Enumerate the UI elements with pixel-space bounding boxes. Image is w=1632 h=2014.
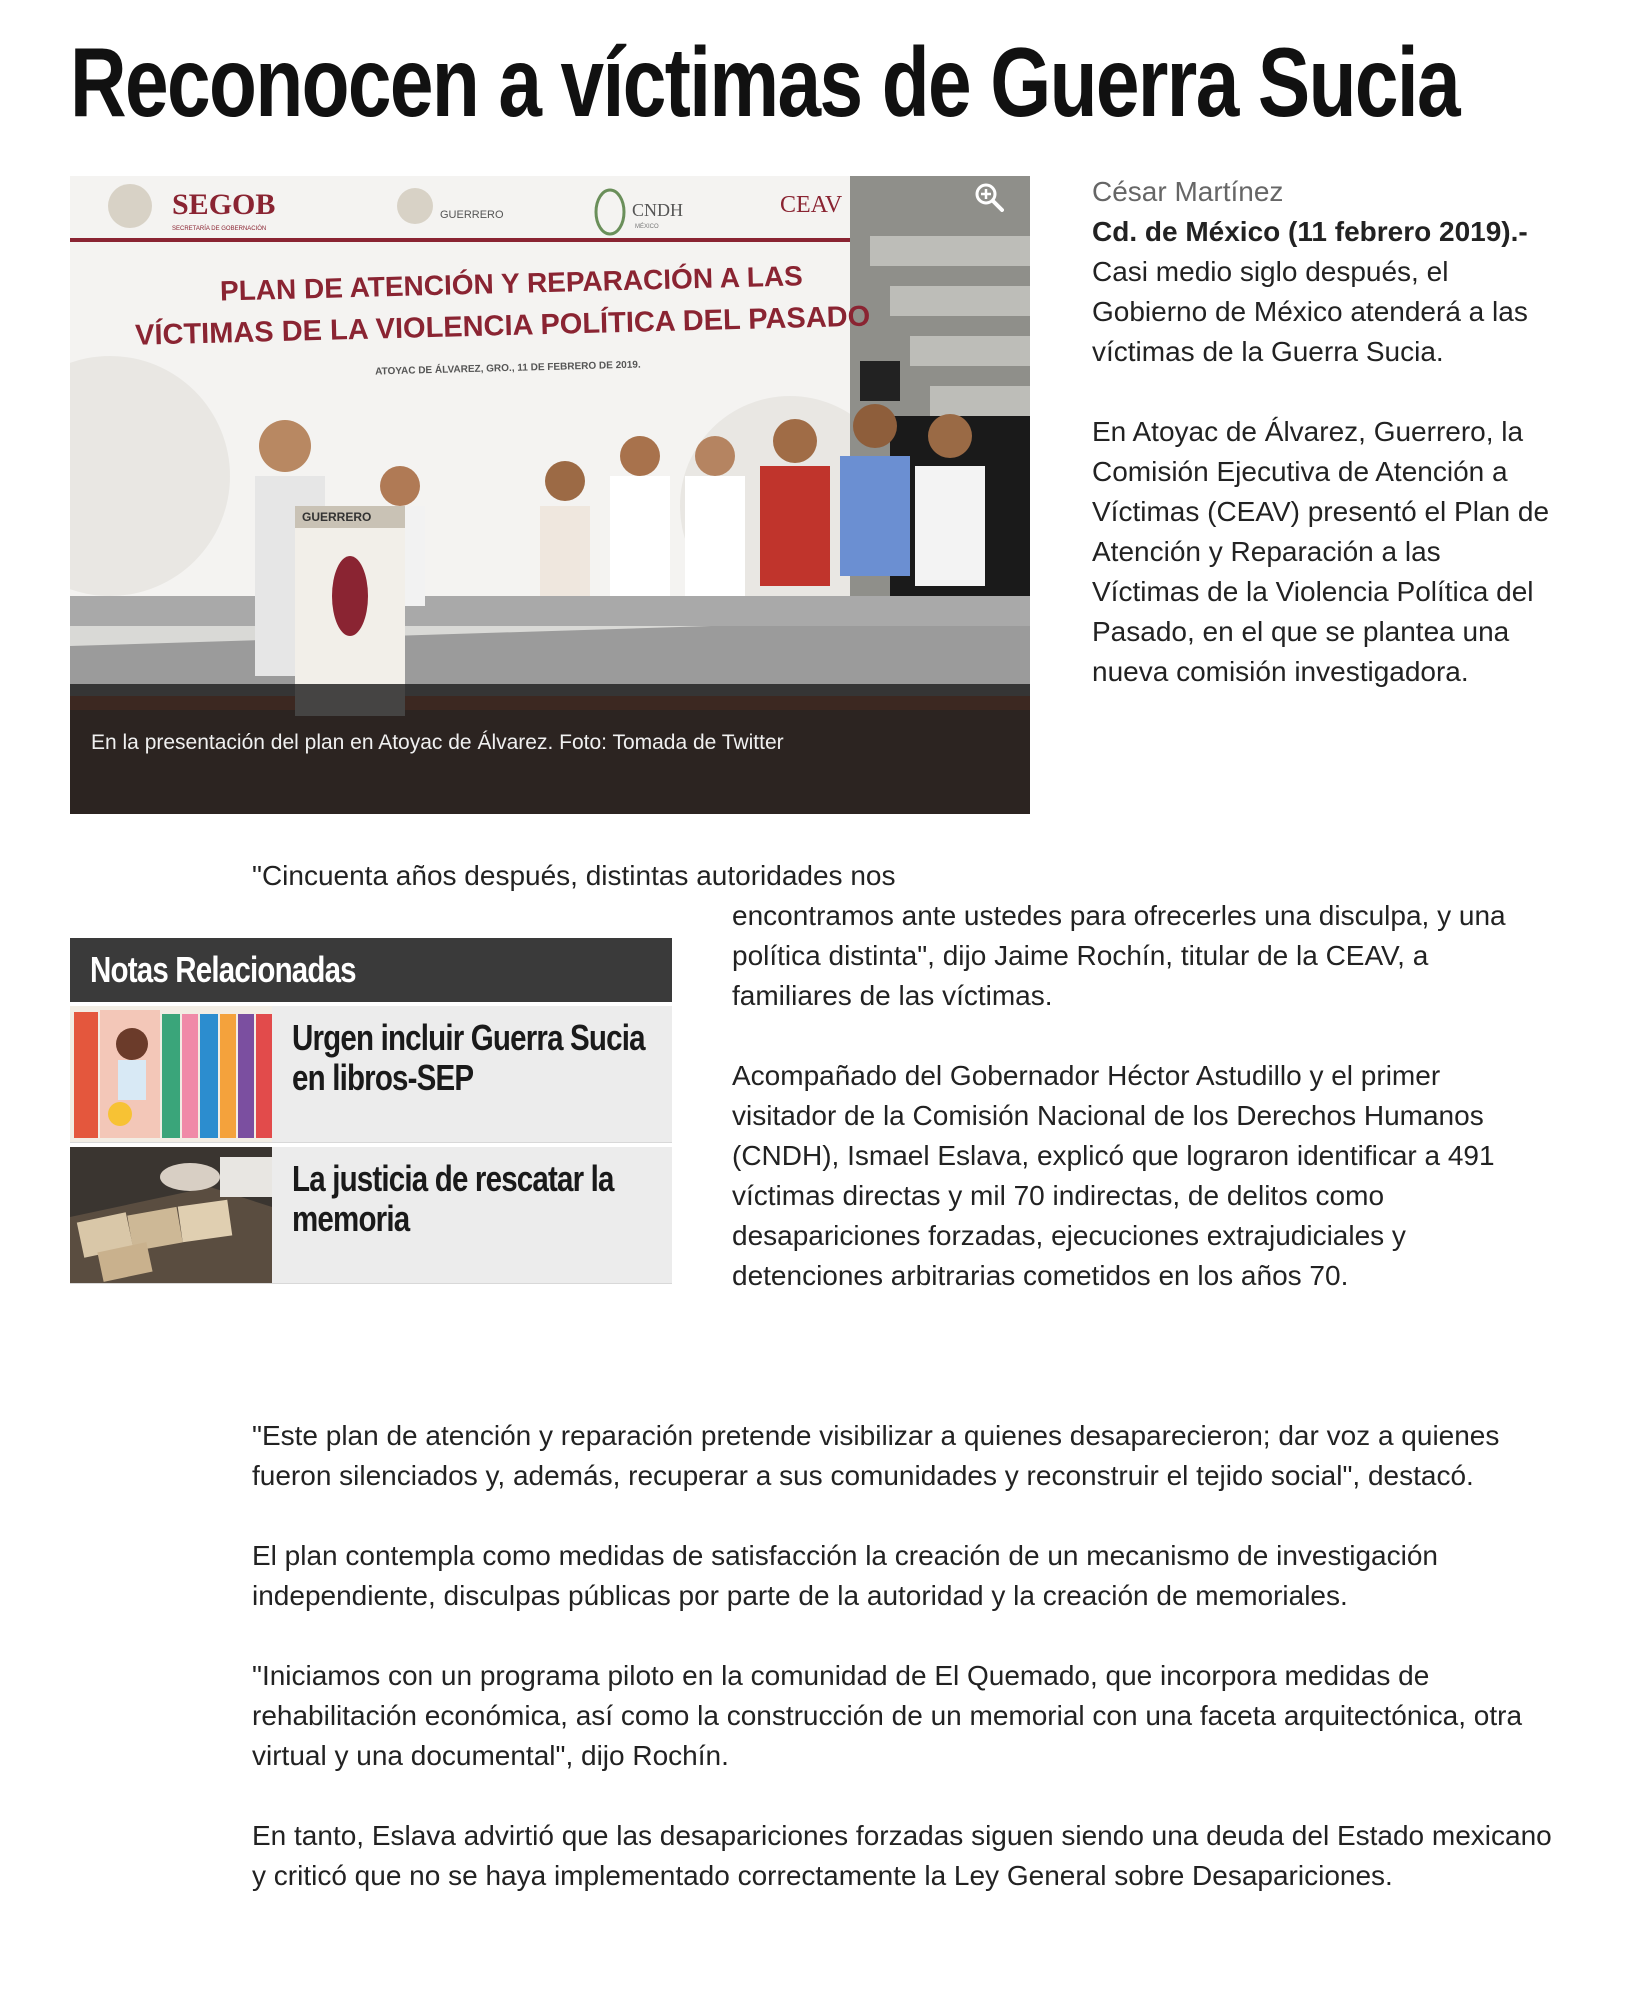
banner-line-2: VÍCTIMAS DE LA VIOLENCIA POLÍTICA DEL PASADO [134, 300, 871, 352]
related-notes-box [70, 938, 672, 1284]
segob-logo-text: SEGOB [172, 188, 276, 221]
dateline: Cd. de México (11 febrero 2019).- [1092, 216, 1528, 247]
podium-label: GUERRERO [302, 510, 372, 524]
mid-column [732, 896, 1552, 1296]
article-photo[interactable] [70, 176, 1030, 814]
ceav-logo-text: CEAV [780, 192, 843, 218]
paragraph-3: encontramos ante ustedes para ofrecerles una disculpa, y una política distinta", dijo Jaime Rochín, titular de la CEAV, a familiares de las víctimas. [732, 900, 1506, 1011]
paragraph-2: En Atoyac de Álvarez, Guerrero, la Comisión Ejecutiva de Atención a Víctimas (CEAV) presentó el Plan de Atención y Reparación a las Víctimas de la Violencia Política del Pasado, en el que se plantea una nueva comisión investigadora. [1092, 416, 1550, 687]
lead-text: Casi medio siglo después, el Gobierno de México atenderá a las víctimas de la Guerra Sucia. [1092, 256, 1528, 367]
related-thumbnail-books [70, 1006, 272, 1142]
zoom-in-icon[interactable] [974, 182, 1020, 228]
related-notes-header: Notas Relacionadas [70, 938, 672, 1002]
paragraph-4: Acompañado del Gobernador Héctor Astudillo y el primer visitador de la Comisión Nacional de los Derechos Humanos (CNDH), Ismael Eslava, explicó que lograron identificar a 491 víctimas directas y mil 70 indirectas, de delitos como desapariciones forzadas, ejecuciones extrajudiciales y detenciones arbitrarias cometidos en los años 70. [732, 1060, 1495, 1291]
cndh-logo-subtitle: MÉXICO [635, 224, 659, 230]
related-item-title[interactable]: Urgen incluir Guerra Sucia en libros-SEP [292, 1017, 645, 1098]
photo-caption: En la presentación del plan en Atoyac de Álvarez. Foto: Tomada de Twitter [91, 731, 784, 754]
related-item[interactable] [70, 1147, 672, 1284]
paragraph-7: "Iniciamos con un programa piloto en la comunidad de El Quemado, que incorpora medidas de rehabilitación económica, así como la construcción de un memorial con una faceta arquitectónica, otra virtual y una documental", dijo Rochín. [252, 1660, 1523, 1771]
related-thumbnail-documents [70, 1147, 272, 1283]
related-item-title[interactable]: La justicia de rescatar la memoria [292, 1158, 614, 1239]
photo-caption-bar [70, 684, 1030, 814]
author-name: César Martínez [1092, 176, 1284, 207]
guerrero-logo-text: GUERRERO [440, 209, 504, 221]
article-headline: Reconocen a víctimas de Guerra Sucia [70, 27, 1460, 137]
banner-line-3: ATOYAC DE ÁLVAREZ, GRO., 11 DE FEBRERO DE 2019. [374, 359, 641, 378]
segob-logo-subtitle: SECRETARÍA DE GOBERNACIÓN [172, 226, 267, 232]
paragraph-6: El plan contempla como medidas de satisfacción la creación de un mecanismo de investigación independiente, disculpas públicas por parte de la autoridad y la creación de memoriales. [252, 1540, 1438, 1611]
quote-start: "Cincuenta años después, distintas autoridades nos [252, 860, 896, 891]
banner-line-1: PLAN DE ATENCIÓN Y REPARACIÓN A LAS [219, 260, 804, 307]
body-column [252, 1416, 1552, 1896]
byline-column [1092, 172, 1552, 692]
related-item[interactable] [70, 1006, 672, 1143]
lead-paragraph [1092, 212, 1552, 372]
cndh-logo-text: CNDH [632, 200, 684, 220]
paragraph-8: En tanto, Eslava advirtió que las desapariciones forzadas siguen siendo una deuda del Estado mexicano y criticó que no se haya implementado correctamente la Ley General sobre Desapariciones. [252, 1820, 1552, 1891]
paragraph-5: "Este plan de atención y reparación pretende visibilizar a quienes desaparecieron; dar voz a quienes fueron silenciados y, además, recuperar a sus comunidades y reconstruir el tejido social", destacó. [252, 1420, 1500, 1491]
